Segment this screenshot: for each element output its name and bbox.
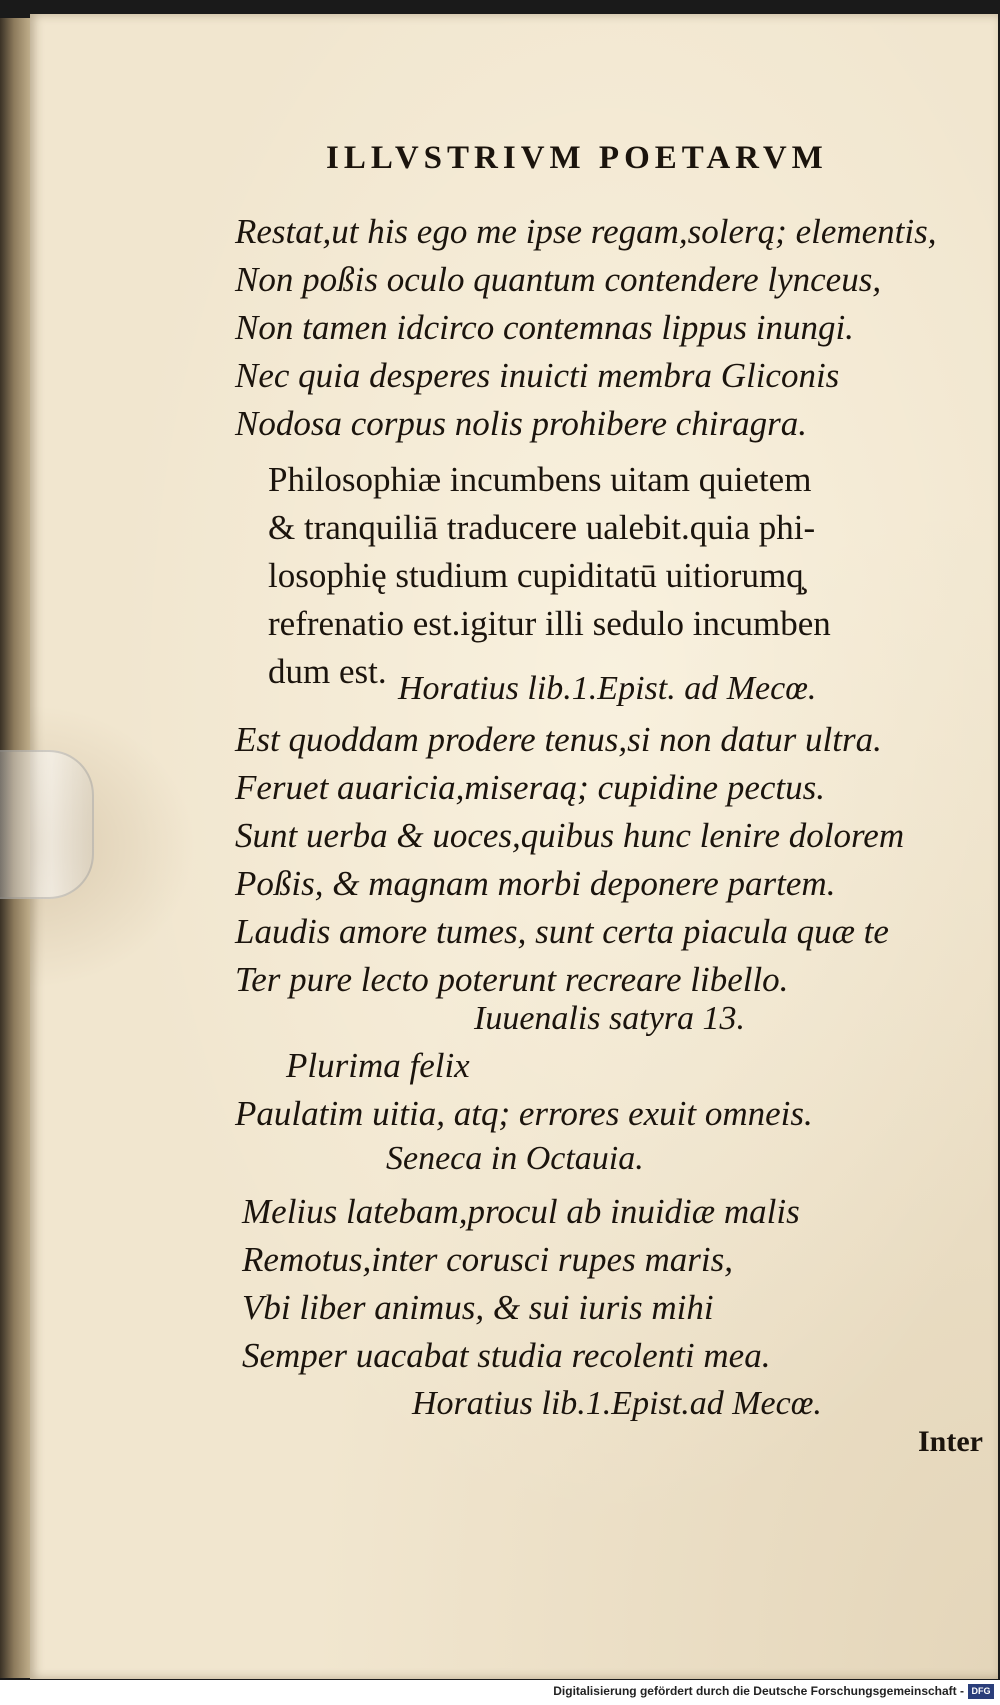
running-header: ILLVSTRIVM POETARVM <box>326 140 828 176</box>
verse-line: Poßis, & magnam morbi deponere partem. <box>235 864 836 903</box>
verse-line: Plurima felix <box>286 1046 470 1085</box>
prose-line: dum est. <box>268 652 387 691</box>
verse-line: Melius latebam,procul ab inuidiæ malis <box>242 1192 800 1231</box>
verse-line: Feruet auaricia,miseraą; cupidine pectus. <box>235 768 826 807</box>
verse-line: Paulatim uitia, atq; errores exuit omneis. <box>235 1094 813 1133</box>
footer-bar <box>0 1680 1000 1705</box>
verse-line: Nodosa corpus nolis prohibere chiragra. <box>235 404 807 443</box>
verse-line: Vbi liber animus, & sui iuris mihi <box>242 1288 714 1327</box>
verse-line: Semper uacabat studia recolenti mea. <box>242 1336 771 1375</box>
verse-line: Remotus,inter corusci rupes maris, <box>242 1240 733 1279</box>
source-citation: Iuuenalis satyra 13. <box>474 1000 746 1037</box>
verse-line: Non poßis oculo quantum contendere lynceus, <box>235 260 882 299</box>
verse-line: Est quoddam prodere tenus,si non datur ultra. <box>235 720 882 759</box>
verse-line: Nec quia desperes inuicti membra Gliconis <box>235 356 840 395</box>
verse-line: Restat,ut his ego me ipse regam,solerą; elementis, <box>235 212 937 251</box>
prose-line: refrenatio est.igitur illi sedulo incumben <box>268 604 831 643</box>
catchword: Inter <box>918 1425 983 1458</box>
bleed-through <box>900 44 1000 1044</box>
funding-notice: Digitalisierung gefördert durch die Deutsche Forschungsgemeinschaft - <box>553 1684 964 1698</box>
dfg-logo-icon: DFG <box>968 1684 994 1699</box>
verse-line: Sunt uerba & uoces,quibus hunc lenire dolorem <box>235 816 905 855</box>
thumb-overlay <box>0 750 94 899</box>
source-citation: Horatius lib.1.Epist.ad Mecœ. <box>412 1385 822 1422</box>
verse-line: Laudis amore tumes, sunt certa piacula quæ te <box>235 912 889 951</box>
source-citation: Horatius lib.1.Epist. ad Mecœ. <box>398 670 817 707</box>
prose-line: & tranquiliā traducere ualebit.quia phi- <box>268 508 816 547</box>
prose-line: Philosophiæ incumbens uitam quietem <box>268 460 812 499</box>
verse-line: Non tamen idcirco contemnas lippus inungi. <box>235 308 854 347</box>
verse-line: Ter pure lecto poterunt recreare libello. <box>235 960 789 999</box>
source-citation: Seneca in Octauia. <box>386 1140 644 1177</box>
prose-line: losophię studium cupiditatū uitiorumq̧ <box>268 556 804 595</box>
